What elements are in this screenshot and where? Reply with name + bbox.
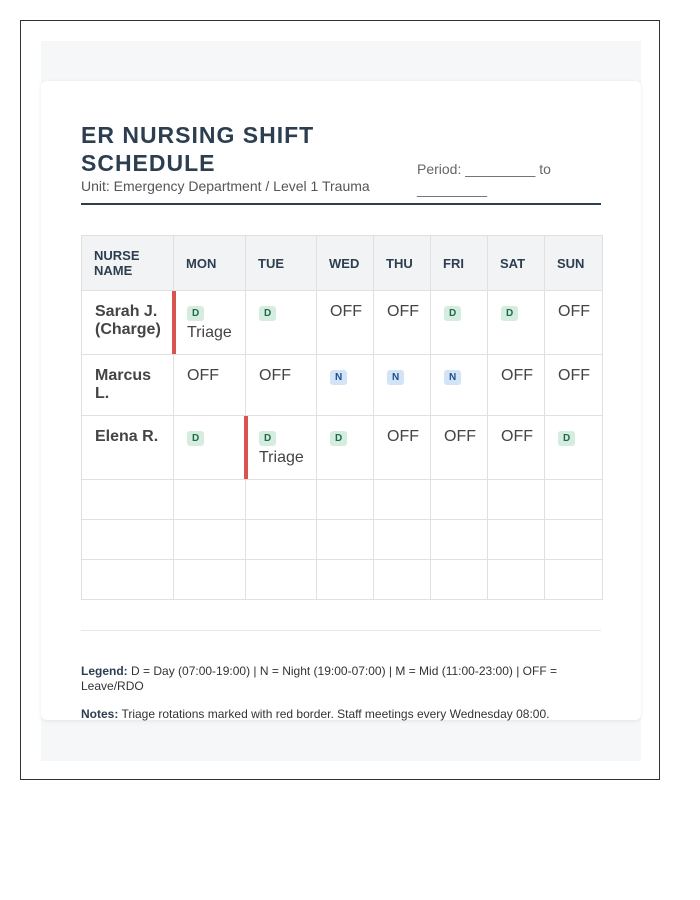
empty-cell — [431, 520, 488, 560]
column-header-nurse-name: NURSE NAME — [82, 236, 174, 291]
shift-cell — [431, 291, 488, 355]
column-header-thu: THU — [374, 236, 431, 291]
table-body — [82, 291, 603, 600]
empty-cell — [431, 480, 488, 520]
notes — [81, 707, 611, 722]
triage-note: Triage — [259, 449, 304, 466]
day-shift-badge: D — [330, 431, 347, 446]
night-shift-badge: N — [444, 370, 461, 385]
off-label: OFF — [259, 367, 291, 384]
nurse-name-cell: Elena R. — [82, 416, 174, 480]
empty-cell — [545, 480, 603, 520]
empty-cell — [246, 520, 317, 560]
empty-cell — [82, 480, 174, 520]
schedule-card — [41, 81, 641, 720]
column-header-mon: MON — [174, 236, 246, 291]
shift-cell — [174, 291, 246, 355]
shift-cell — [246, 291, 317, 355]
nurse-name-cell: Sarah J. (Charge) — [82, 291, 174, 355]
shift-cell — [545, 291, 603, 355]
shift-cell — [317, 291, 374, 355]
empty-cell — [246, 480, 317, 520]
legend — [81, 664, 601, 694]
empty-cell — [246, 560, 317, 600]
shift-cell — [431, 416, 488, 480]
empty-cell — [545, 560, 603, 600]
column-header-wed: WED — [317, 236, 374, 291]
unit-subtitle: Unit: Emergency Department / Level 1 Trauma — [81, 178, 370, 194]
table-row — [82, 355, 603, 416]
column-header-fri: FRI — [431, 236, 488, 291]
empty-cell — [488, 560, 545, 600]
night-shift-badge: N — [330, 370, 347, 385]
column-header-sat: SAT — [488, 236, 545, 291]
empty-cell — [174, 520, 246, 560]
triage-note: Triage — [187, 324, 232, 341]
empty-cell — [488, 480, 545, 520]
empty-cell — [374, 480, 431, 520]
empty-cell — [317, 520, 374, 560]
table-row — [82, 291, 603, 355]
shift-cell — [488, 291, 545, 355]
empty-cell — [174, 560, 246, 600]
empty-cell — [374, 520, 431, 560]
column-header-sun: SUN — [545, 236, 603, 291]
notes-text: Triage rotations marked with red border. Staff meetings every Wednesday 08:00. — [118, 707, 550, 721]
legend-text: D = Day (07:00-19:00) | N = Night (19:00-07:00) | M = Mid (11:00-23:00) | OFF = Leave/RDO — [81, 664, 557, 693]
shift-cell — [317, 416, 374, 480]
footer-divider — [81, 630, 601, 631]
empty-cell — [317, 480, 374, 520]
day-shift-badge: D — [558, 431, 575, 446]
empty-cell — [431, 560, 488, 600]
notes-label: Notes: — [81, 707, 119, 721]
off-label: OFF — [387, 428, 419, 445]
day-shift-badge: D — [259, 306, 276, 321]
off-label: OFF — [501, 428, 533, 445]
column-header-tue: TUE — [246, 236, 317, 291]
off-label: OFF — [387, 303, 419, 320]
empty-cell — [82, 560, 174, 600]
empty-cell — [317, 560, 374, 600]
empty-cell — [374, 560, 431, 600]
off-label: OFF — [330, 303, 362, 320]
empty-row — [82, 560, 603, 600]
shift-cell — [246, 416, 317, 480]
header-divider — [81, 203, 601, 205]
empty-cell — [82, 520, 174, 560]
day-shift-badge: D — [444, 306, 461, 321]
table-header-row — [82, 236, 603, 291]
shift-cell — [174, 355, 246, 416]
day-shift-badge: D — [501, 306, 518, 321]
day-shift-badge: D — [187, 306, 204, 321]
shift-cell — [174, 416, 246, 480]
shift-cell — [374, 291, 431, 355]
night-shift-badge: N — [387, 370, 404, 385]
off-label: OFF — [558, 303, 590, 320]
nurse-name-cell: Marcus L. — [82, 355, 174, 416]
off-label: OFF — [501, 367, 533, 384]
shift-cell — [545, 416, 603, 480]
page-title: ER NURSING SHIFT SCHEDULE — [81, 122, 315, 176]
day-shift-badge: D — [259, 431, 276, 446]
empty-cell — [545, 520, 603, 560]
shift-table — [81, 235, 603, 600]
empty-row — [82, 520, 603, 560]
empty-row — [82, 480, 603, 520]
empty-cell — [174, 480, 246, 520]
legend-label: Legend: — [81, 664, 128, 678]
shift-cell — [374, 416, 431, 480]
off-label: OFF — [187, 367, 219, 384]
empty-cell — [488, 520, 545, 560]
shift-cell — [374, 355, 431, 416]
shift-cell — [246, 355, 317, 416]
day-shift-badge: D — [187, 431, 204, 446]
period-field: Period: _________ to _________ — [417, 161, 551, 197]
shift-cell — [545, 355, 603, 416]
shift-cell — [431, 355, 488, 416]
shift-cell — [488, 355, 545, 416]
shift-cell — [317, 355, 374, 416]
off-label: OFF — [444, 428, 476, 445]
shift-cell — [488, 416, 545, 480]
off-label: OFF — [558, 367, 590, 384]
table-row — [82, 416, 603, 480]
